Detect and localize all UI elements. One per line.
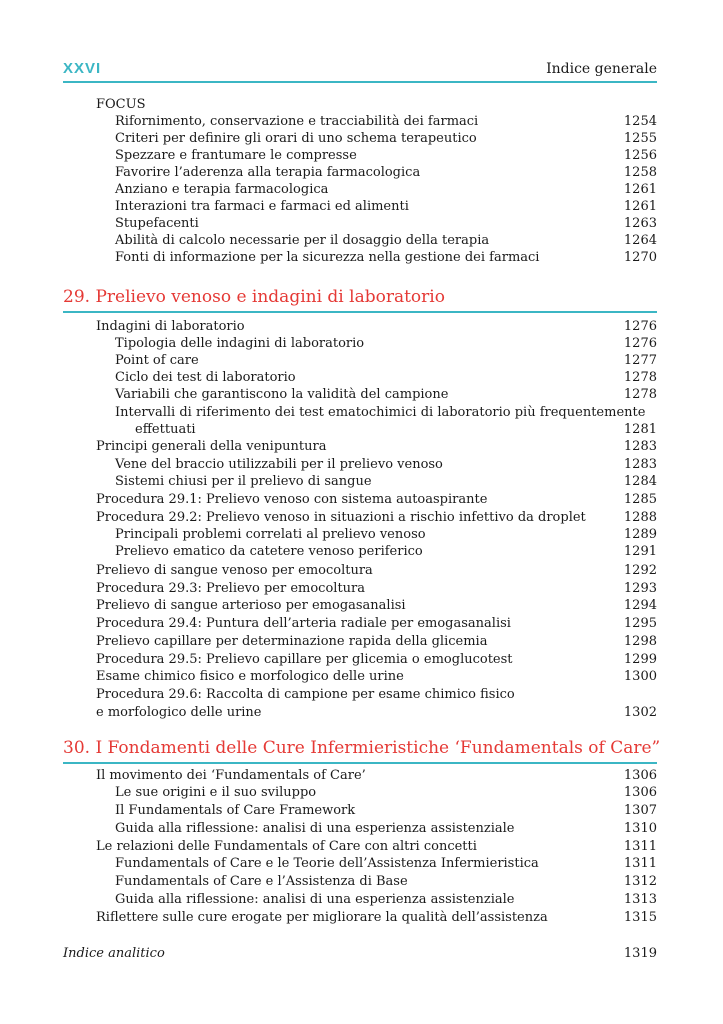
toc-entry[interactable]: Prelievo di sangue venoso per emocoltura 1292 bbox=[96, 563, 657, 578]
toc-entry[interactable]: Procedura 29.1: Prelievo venoso con sistema autoaspirante 1285 bbox=[96, 492, 657, 507]
toc-entry[interactable]: Favorire l’aderenza alla terapia farmacologica 1258 bbox=[115, 165, 657, 180]
toc-entry[interactable]: Guida alla riflessione: analisi di una esperienza assistenziale 1310 bbox=[115, 821, 657, 836]
page-number: XXVI bbox=[63, 60, 102, 77]
toc-entry[interactable]: Procedura 29.5: Prelievo capillare per glicemia o emoglucotest 1299 bbox=[96, 652, 657, 667]
index-entry[interactable] bbox=[63, 946, 657, 964]
toc-entry[interactable]: Procedura 29.3: Prelievo per emocoltura 1293 bbox=[96, 581, 657, 596]
toc-entry[interactable]: Guida alla riflessione: analisi di una esperienza assistenziale 1313 bbox=[115, 892, 657, 907]
toc-entry[interactable]: Tipologia delle indagini di laboratorio 1276 bbox=[115, 336, 657, 351]
toc-entry-continuation[interactable]: effettuati 1281 bbox=[135, 422, 657, 437]
toc-entry[interactable]: Vene del braccio utilizzabili per il prelievo venoso 1283 bbox=[115, 457, 657, 472]
toc-entry[interactable]: Abilità di calcolo necessarie per il dosaggio della terapia 1264 bbox=[115, 233, 657, 248]
index-title: Indice analitico bbox=[63, 946, 165, 961]
toc-entry[interactable]: Criteri per definire gli orari di uno schema terapeutico 1255 bbox=[115, 131, 657, 146]
toc-entry[interactable]: Il Fundamentals of Care Framework 1307 bbox=[115, 803, 657, 818]
toc-entry[interactable]: Riflettere sulle cure erogate per migliorare la qualità dell’assistenza 1315 bbox=[96, 910, 657, 925]
chapter-rule bbox=[63, 311, 657, 313]
toc-entry[interactable]: Ciclo dei test di laboratorio 1278 bbox=[115, 370, 657, 385]
toc-entry[interactable]: Variabili che garantiscono la validità del campione 1278 bbox=[115, 387, 657, 402]
running-title: Indice generale bbox=[546, 61, 657, 77]
toc-entry[interactable]: Indagini di laboratorio 1276 bbox=[96, 319, 657, 334]
toc-entry[interactable]: Fonti di informazione per la sicurezza nella gestione dei farmaci 1270 bbox=[115, 250, 657, 265]
toc-entry[interactable]: Spezzare e frantumare le compresse 1256 bbox=[115, 148, 657, 163]
toc-entry[interactable]: Fundamentals of Care e le Teorie dell’Assistenza Infermieristica 1311 bbox=[115, 856, 657, 871]
chapter-rule bbox=[63, 762, 657, 764]
toc-entry[interactable]: Principali problemi correlati al prelievo venoso 1289 bbox=[115, 527, 657, 542]
toc-entry[interactable]: Rifornimento, conservazione e tracciabilità dei farmaci 1254 bbox=[115, 114, 657, 129]
toc-entry[interactable]: Fundamentals of Care e l’Assistenza di Base 1312 bbox=[115, 874, 657, 889]
chapter-title: 30. I Fondamenti delle Cure Infermieristiche ‘Fundamentals of Care” bbox=[63, 738, 661, 758]
index-page: 1319 bbox=[623, 946, 657, 961]
toc-entry[interactable]: Procedura 29.2: Prelievo venoso in situazioni a rischio infettivo da droplet 1288 bbox=[96, 510, 657, 525]
toc-entry[interactable]: Procedura 29.6: Raccolta di campione per esame chimico fisico bbox=[96, 687, 515, 702]
chapter-heading bbox=[63, 738, 661, 764]
toc-entry[interactable]: Prelievo capillare per determinazione rapida della glicemia 1298 bbox=[96, 634, 657, 649]
toc-entry[interactable]: Principi generali della venipuntura 1283 bbox=[96, 439, 657, 454]
toc-entry[interactable]: Il movimento dei ‘Fundamentals of Care’ 1306 bbox=[96, 768, 657, 783]
page-header bbox=[63, 60, 657, 82]
toc-entry-continuation[interactable]: e morfologico delle urine 1302 bbox=[96, 705, 657, 720]
header-rule bbox=[63, 81, 657, 83]
toc-entry[interactable]: Sistemi chiusi per il prelievo di sangue 1284 bbox=[115, 474, 657, 489]
toc-entry[interactable]: Stupefacenti 1263 bbox=[115, 216, 657, 231]
chapter-title: 29. Prelievo venoso e indagini di laboratorio bbox=[63, 287, 445, 307]
toc-entry[interactable]: Le sue origini e il suo sviluppo 1306 bbox=[115, 785, 657, 800]
toc-entry[interactable]: Anziano e terapia farmacologica 1261 bbox=[115, 182, 657, 197]
toc-entry[interactable]: Interazioni tra farmaci e farmaci ed alimenti 1261 bbox=[115, 199, 657, 214]
focus-label: FOCUS bbox=[96, 97, 146, 112]
toc-entry[interactable]: Prelievo di sangue arterioso per emogasanalisi 1294 bbox=[96, 598, 657, 613]
chapter-heading bbox=[63, 287, 657, 313]
toc-entry[interactable]: Le relazioni delle Fundamentals of Care con altri concetti 1311 bbox=[96, 839, 657, 854]
toc-entry[interactable]: Esame chimico fisico e morfologico delle urine 1300 bbox=[96, 669, 657, 684]
toc-entry[interactable]: Intervalli di riferimento dei test ematochimici di laboratorio più frequentemente bbox=[115, 405, 646, 420]
toc-entry[interactable]: Point of care 1277 bbox=[115, 353, 657, 368]
toc-entry[interactable]: Procedura 29.4: Puntura dell’arteria radiale per emogasanalisi 1295 bbox=[96, 616, 657, 631]
toc-entry[interactable]: Prelievo ematico da catetere venoso periferico 1291 bbox=[115, 544, 657, 559]
